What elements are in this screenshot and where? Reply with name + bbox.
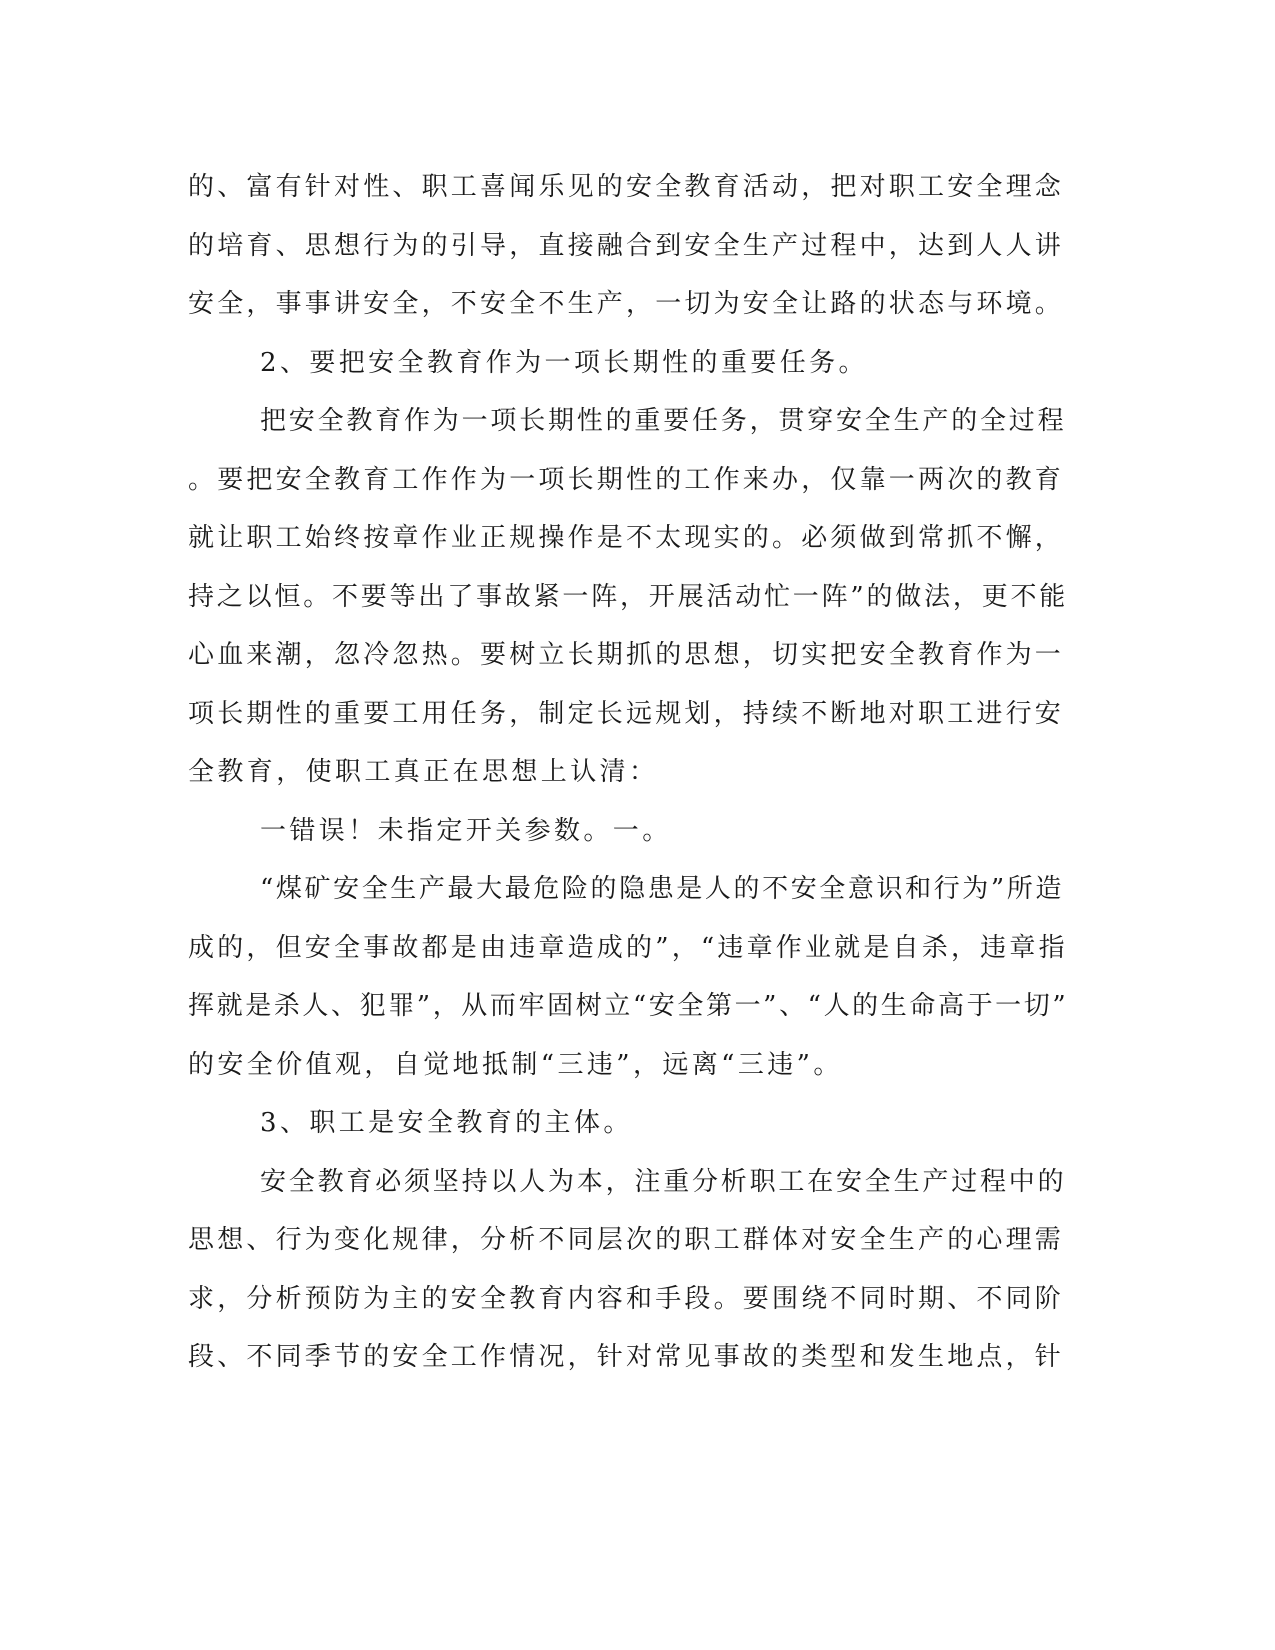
- text-line: 就让职工始终按章作业正规操作是不太现实的。必须做到常抓不懈，: [188, 523, 1065, 553]
- text-line: 思想、行为变化规律，分析不同层次的职工群体对安全生产的心理需: [188, 1225, 1065, 1255]
- text-line: 的、富有针对性、职工喜闻乐见的安全教育活动，把对职工安全理念: [188, 172, 1065, 202]
- text-line: 全教育，使职工真正在思想上认清：: [188, 757, 659, 787]
- text-line: 安全教育必须坚持以人为本，注重分析职工在安全生产过程中的: [260, 1166, 1067, 1197]
- text-line: 成的，但安全事故都是由违章造成的”，“违章作业就是自杀，违章指: [188, 932, 1068, 963]
- text-line: 心血来潮，忽冷忽热。要树立长期抓的思想，切实把安全教育作为一: [188, 640, 1065, 670]
- section-heading: 3、职工是安全教育的主体。: [260, 1108, 633, 1138]
- text-line: 持之以恒。不要等出了事故紧一阵，开展活动忙一阵”的做法，更不能: [188, 581, 1069, 612]
- text-line: 的培育、思想行为的引导，直接融合到安全生产过程中，达到人人讲: [188, 230, 1065, 261]
- error-field-line: 一错误！未指定开关参数。一。: [260, 815, 672, 846]
- text-line: 段、不同季节的安全工作情况，针对常见事故的类型和发生地点，针: [188, 1342, 1065, 1372]
- section-heading: 2、要把安全教育作为一项长期性的重要任务。: [260, 347, 868, 378]
- text-line: 。要把安全教育工作作为一项长期性的工作来办，仅靠一两次的教育: [188, 464, 1065, 495]
- text-line: 项长期性的重要工用任务，制定长远规划，持续不断地对职工进行安: [188, 698, 1065, 729]
- text-line: 安全，事事讲安全，不安全不生产，一切为安全让路的状态与环境。: [188, 289, 1065, 319]
- text-line: “煤矿安全生产最大最危险的隐患是人的不安全意识和行为”所造: [260, 874, 1064, 904]
- text-line: 挥就是杀人、犯罪”，从而牢固树立“安全第一”、“人的生命高于一切”: [188, 991, 1069, 1021]
- text-line: 求，分析预防为主的安全教育内容和手段。要围绕不同时期、不同阶: [188, 1283, 1065, 1314]
- text-line: 的安全价值观，自觉地抵制“三违”，远离“三违”。: [188, 1049, 843, 1080]
- text-line: 把安全教育作为一项长期性的重要任务，贯穿安全生产的全过程: [260, 406, 1067, 436]
- body-text: [188, 158, 1068, 1387]
